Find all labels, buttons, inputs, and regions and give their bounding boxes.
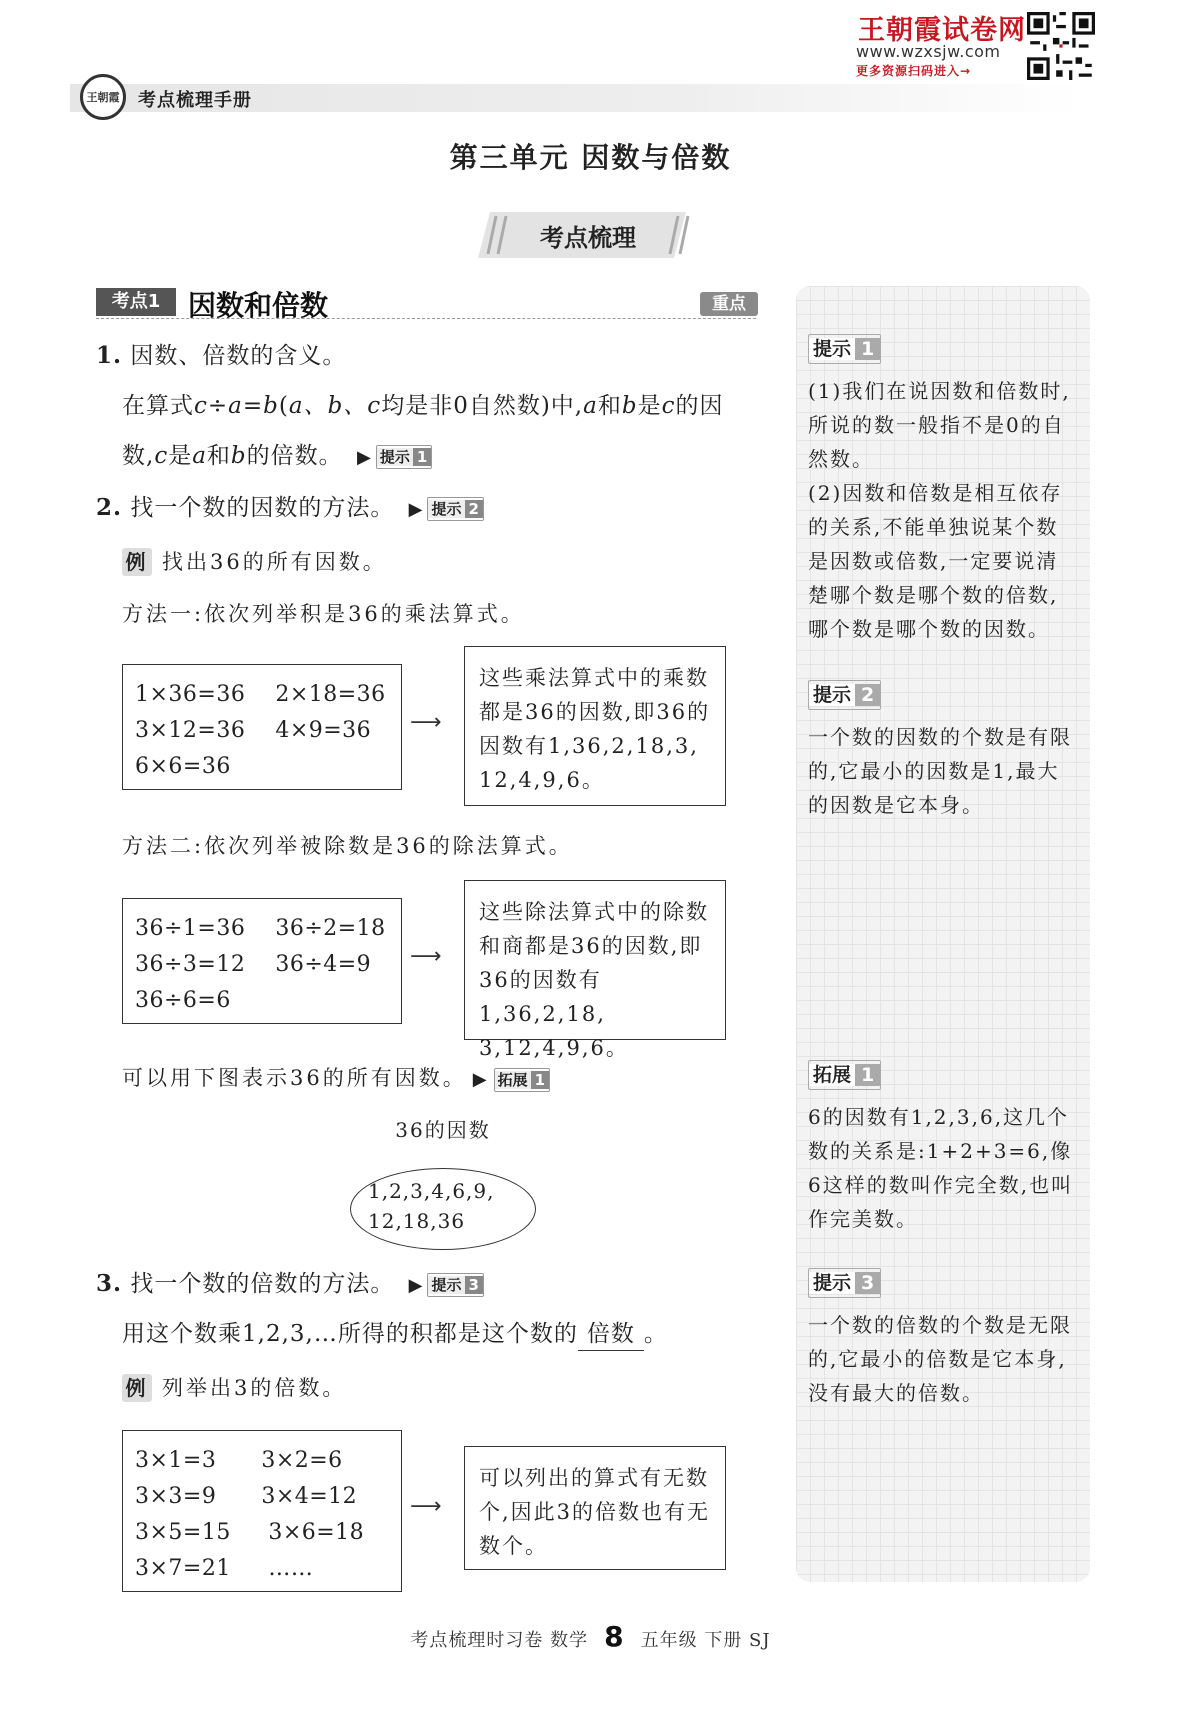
ref-number: 2 — [465, 500, 483, 518]
note-line: 和商都是36的因数,即 — [479, 934, 703, 958]
hint-line: (2)因数和倍数是相互依存 — [808, 481, 1063, 505]
tag-label: 拓展 — [809, 1064, 855, 1086]
ref-number: 1 — [413, 448, 431, 466]
note-line: 都是36的因数,即36的 — [479, 700, 711, 724]
page-number: 8 — [604, 1620, 625, 1653]
arrow-right-icon: ⟶ — [410, 1494, 442, 1519]
note-line: 因数有1,36,2,18,3, — [479, 734, 699, 758]
key-point-badge: 重点 — [700, 292, 758, 316]
item-number: 1. — [96, 342, 123, 369]
hint3-content — [808, 1308, 1090, 1410]
text-run: 和 — [206, 443, 231, 469]
math-variable: c — [661, 393, 676, 419]
example-text: 找出36的所有因数。 — [162, 550, 387, 574]
text-run: 的因 — [675, 393, 724, 419]
equation-line: 36÷1=36 36÷2=18 — [135, 916, 386, 941]
brand-slogan: 更多资源扫码进入→ — [856, 64, 972, 78]
sidebar-extend1 — [808, 1060, 1090, 1236]
section-banner: 考点梳理 — [540, 224, 636, 252]
method2-text: 方法二:依次列举被除数是36的除法算式。 — [122, 834, 573, 858]
note-line: 数个。 — [479, 1534, 548, 1558]
method1-text: 方法一:依次列举积是36的乘法算式。 — [122, 602, 525, 626]
math-variable: a — [192, 443, 207, 469]
text-run: 是 — [637, 393, 662, 419]
arrow-right-icon: ⟶ — [410, 944, 442, 969]
example-badge: 例 — [122, 1374, 152, 1402]
hint-line: 的关系,不能单独说某个数 — [808, 515, 1059, 539]
tag-number: 1 — [855, 338, 880, 360]
note-line: 3,12,4,9,6。 — [479, 1036, 629, 1060]
hint-ref-1[interactable] — [376, 445, 432, 469]
publisher-logo — [80, 74, 126, 120]
hint-line: (1)我们在说因数和倍数时, — [808, 379, 1071, 403]
extend-line: 6这样的数叫作完全数,也叫 — [808, 1173, 1074, 1197]
equation-line: 3×7=21 …… — [135, 1556, 314, 1581]
note-line: 12,4,9,6。 — [479, 768, 605, 792]
sidebar-hint1 — [808, 334, 1090, 646]
note-line: 个,因此3的倍数也有无 — [479, 1500, 711, 1524]
factors-line: 12,18,36 — [368, 1209, 466, 1233]
item3-example — [122, 1372, 346, 1404]
math-variable: b — [230, 443, 247, 469]
text-run: ( — [278, 393, 289, 419]
text-run: 在算式 — [122, 393, 194, 419]
equation-line: 3×3=9 3×4=12 — [135, 1484, 358, 1509]
tag-label: 提示 — [809, 684, 855, 706]
item-number: 3. — [96, 1270, 123, 1297]
ellipse-title: 36的因数 — [395, 1118, 491, 1142]
math-variables: a、b、c — [288, 393, 382, 419]
item2-example — [122, 546, 387, 578]
hint-line: 的,它最小的因数是1,最大 — [808, 759, 1060, 783]
item1-heading — [96, 340, 346, 372]
item3-rule — [122, 1318, 668, 1351]
hint-line: 哪个数是哪个数的因数。 — [808, 617, 1050, 641]
ref-number: 1 — [531, 1071, 549, 1089]
text-run: 数, — [122, 443, 155, 469]
qr-code-icon[interactable] — [1027, 12, 1095, 80]
text-run: 和 — [597, 393, 622, 419]
note-line: 这些乘法算式中的乘数 — [479, 666, 709, 690]
tag-number: 1 — [855, 1064, 880, 1086]
hint-label-1 — [808, 334, 881, 364]
note-line: 这些除法算式中的除数 — [479, 900, 709, 924]
hint-label-2 — [808, 680, 881, 710]
diagram-intro — [122, 1062, 550, 1096]
note-line: 36的因数有1,36,2,18, — [479, 968, 606, 1026]
arrow-right-icon: ⟶ — [410, 710, 442, 735]
unit-title: 第三单元 因数与倍数 — [449, 141, 732, 174]
extend-line: 数的关系是:1+2+3=6,像 — [808, 1139, 1073, 1163]
brand-name: 王朝霞试卷网 — [858, 15, 1026, 46]
ref-label: 提示 — [428, 500, 464, 518]
multiplication-box — [122, 664, 402, 790]
hint1-content — [808, 374, 1090, 646]
hint-line: 所说的数一般指不是0的自 — [808, 413, 1065, 437]
hint-line: 是因数或倍数,一定要说清 — [808, 549, 1059, 573]
math-variable: b — [621, 393, 638, 419]
equation-line: 36÷6=6 — [135, 988, 231, 1013]
rule-text: 用这个数乘1,2,3,…所得的积都是这个数的 — [122, 1321, 578, 1347]
item-heading-text: 找一个数的因数的方法。 — [130, 495, 395, 521]
extend1-content — [808, 1100, 1090, 1236]
sidebar-hint3 — [808, 1268, 1090, 1410]
diagram-intro-text: 可以用下图表示36的所有因数。 — [122, 1066, 467, 1090]
hint-line: 然数。 — [808, 447, 874, 471]
equation-line: 3×12=36 4×9=36 — [135, 718, 372, 743]
triangle-right-icon: ▶ — [472, 1069, 490, 1090]
math-expression: c÷a=b — [194, 393, 279, 419]
equation-line: 36÷3=12 36÷4=9 — [135, 952, 372, 977]
text-run: 是 — [168, 443, 193, 469]
ref-label: 提示 — [377, 448, 413, 466]
item-heading-text: 因数、倍数的含义。 — [130, 343, 347, 369]
factors-line: 1,2,3,4,6,9, — [368, 1179, 495, 1203]
ref-label: 提示 — [428, 1276, 464, 1294]
item-number: 2. — [96, 494, 123, 521]
ref-label: 拓展 — [495, 1071, 531, 1089]
equation-line: 1×36=36 2×18=36 — [135, 682, 386, 707]
hint2-content — [808, 720, 1090, 822]
math-variable: a — [583, 393, 598, 419]
hint-label-3 — [808, 1268, 881, 1298]
multiples-note-box — [464, 1446, 726, 1570]
tag-number: 3 — [855, 1272, 880, 1294]
item3-heading — [96, 1268, 484, 1302]
topic-title: 因数和倍数 — [188, 289, 329, 322]
equation-line: 3×5=15 3×6=18 — [135, 1520, 365, 1545]
text-run: 的倍数。 — [246, 443, 343, 469]
tag-number: 2 — [855, 684, 880, 706]
brand-url: www.wzxsjw.com — [856, 42, 1001, 61]
hint-ref-3[interactable] — [427, 1273, 483, 1297]
triangle-right-icon: ▶ — [408, 1275, 424, 1296]
extend-line: 作完美数。 — [808, 1207, 918, 1231]
sidebar-hint2 — [808, 680, 1090, 822]
item1-definition-line1 — [122, 390, 723, 422]
footer-right: 五年级 下册 SJ — [640, 1630, 771, 1651]
item2-heading — [96, 492, 484, 526]
hint-line: 的,它最小的倍数是它本身, — [808, 1347, 1067, 1371]
extend-line: 6的因数有1,2,3,6,这几个 — [808, 1105, 1070, 1129]
triangle-right-icon: ▶ — [356, 447, 372, 468]
item1-definition-line2 — [122, 440, 432, 474]
hint-line: 一个数的倍数的个数是无限 — [808, 1313, 1072, 1337]
example-text: 列举出3的倍数。 — [162, 1376, 347, 1400]
hint-line: 楚哪个数是哪个数的倍数, — [808, 583, 1059, 607]
ref-number: 3 — [465, 1276, 483, 1294]
text-run: 均是非0自然数)中, — [381, 393, 584, 419]
division-note-box — [464, 880, 726, 1060]
equation-line: 3×1=3 3×2=6 — [135, 1448, 343, 1473]
hint-ref-2[interactable] — [427, 497, 483, 521]
answer-blank: 倍数 — [578, 1318, 644, 1351]
ellipse-content — [368, 1176, 495, 1236]
item-heading-text: 找一个数的倍数的方法。 — [130, 1271, 395, 1297]
tag-label: 提示 — [809, 1272, 855, 1294]
extend-ref-1[interactable] — [494, 1068, 550, 1092]
hint-line: 没有最大的倍数。 — [808, 1381, 984, 1405]
triangle-right-icon: ▶ — [408, 499, 424, 520]
example-badge: 例 — [122, 548, 152, 576]
equation-line: 6×6=36 — [135, 754, 231, 779]
hint-line: 一个数的因数的个数是有限 — [808, 725, 1072, 749]
extend-label-1 — [808, 1060, 881, 1090]
manual-title: 考点梳理手册 — [138, 90, 252, 111]
note-line: 可以列出的算式有无数 — [479, 1466, 709, 1490]
topic-tag: 考点1 — [96, 288, 176, 316]
hint-line: 的因数是它本身。 — [808, 793, 984, 817]
tag-label: 提示 — [809, 338, 855, 360]
rule-text-end: 。 — [643, 1321, 668, 1347]
topic-divider — [96, 318, 756, 319]
footer-left: 考点梳理时习卷 数学 — [410, 1630, 589, 1651]
multiplication-note-box — [464, 646, 726, 806]
logo-text: 王朝霞 — [86, 91, 120, 104]
math-variable: c — [154, 443, 169, 469]
division-box — [122, 898, 402, 1024]
page-footer — [0, 1620, 1181, 1653]
multiples-box — [122, 1430, 402, 1592]
